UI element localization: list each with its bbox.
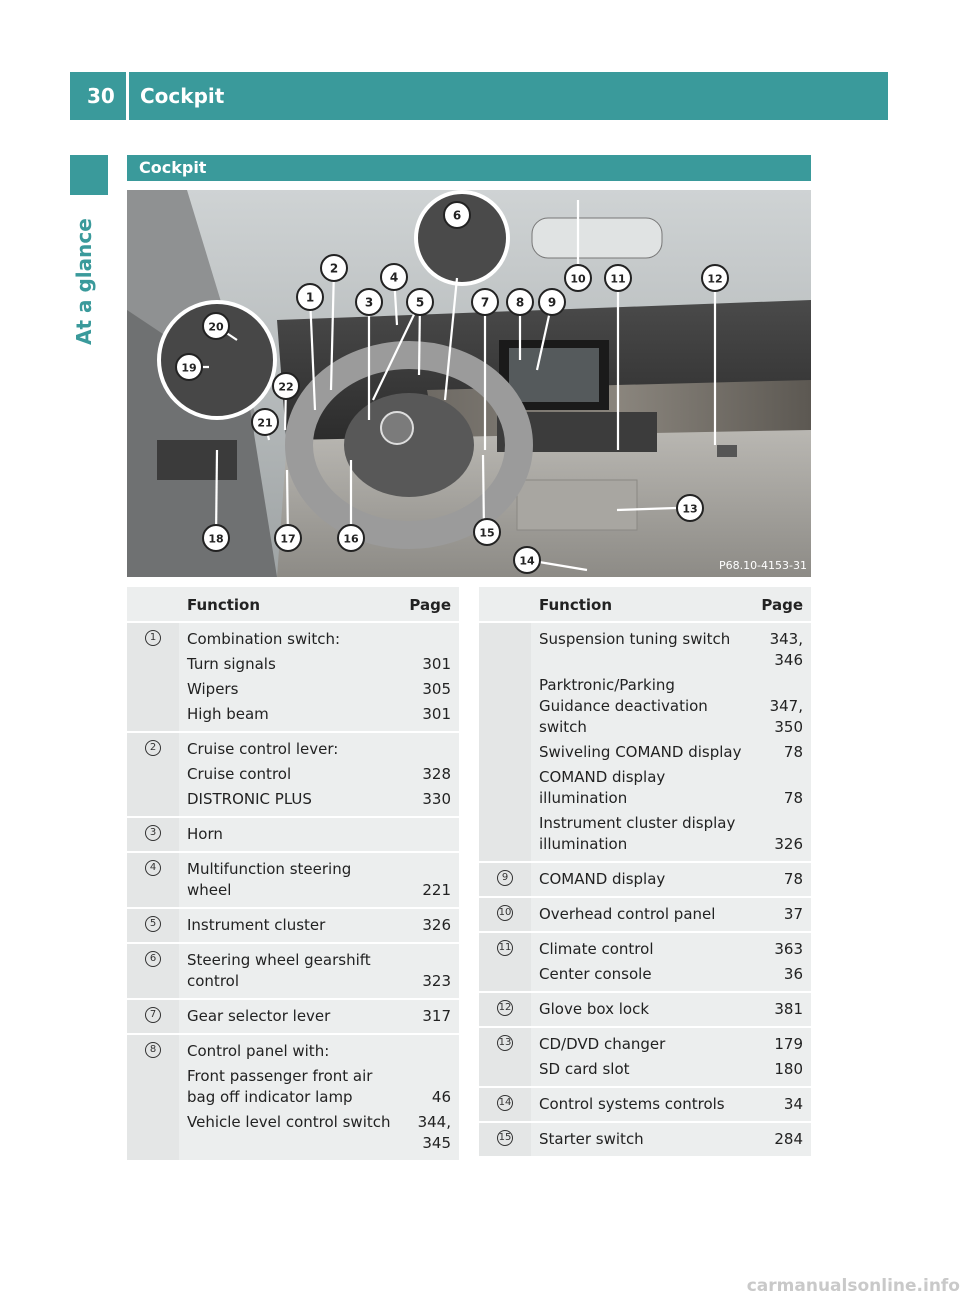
row-content: [179, 944, 459, 998]
table-row: [127, 909, 459, 944]
svg-text:5: 5: [415, 295, 425, 310]
page-reference: 326: [774, 835, 803, 853]
svg-text:19: 19: [181, 361, 197, 375]
function-line: [179, 1041, 459, 1062]
header-page: Page: [761, 596, 803, 614]
table-row: [479, 933, 811, 993]
svg-text:7: 7: [480, 295, 490, 310]
function-line: [179, 629, 459, 650]
item-number-cell: [127, 853, 179, 907]
function-line: [531, 964, 811, 985]
page-reference: 78: [783, 789, 803, 807]
svg-text:20: 20: [208, 320, 224, 334]
function-line: [531, 813, 811, 855]
header-page: Page: [409, 596, 451, 614]
function-name: Control panel with:: [187, 1042, 330, 1060]
callout-11: [605, 265, 631, 291]
callout-4: [381, 264, 407, 290]
function-name: Suspension tuning switch: [539, 630, 731, 648]
callout-10: [565, 265, 591, 291]
svg-text:18: 18: [208, 532, 224, 546]
page-reference: 221: [422, 881, 451, 899]
function-line: [179, 654, 459, 675]
item-number-cell: [479, 863, 531, 896]
row-content: [179, 818, 459, 851]
page-reference: 381: [774, 1000, 803, 1018]
function-name: Starter switch: [539, 1130, 644, 1148]
callout-17: [275, 525, 301, 551]
figure-code: P68.10-4153-31: [718, 559, 807, 572]
function-line: [179, 1112, 459, 1154]
page-reference: 328: [422, 765, 451, 783]
item-number-cell: [127, 909, 179, 942]
page-reference: 301: [422, 655, 451, 673]
function-name: Combination switch:: [187, 630, 341, 648]
page-reference: 78: [783, 743, 803, 761]
function-name: High beam: [187, 705, 269, 723]
function-name: Climate control: [539, 940, 654, 958]
callout-12: [702, 265, 728, 291]
function-name: Gear selector lever: [187, 1007, 331, 1025]
row-content: [531, 863, 811, 896]
svg-text:9: 9: [547, 295, 557, 310]
function-name: COMAND display: [539, 870, 666, 888]
item-number: 12: [497, 1000, 513, 1016]
row-content: [531, 1028, 811, 1086]
function-name: Glove box lock: [539, 1000, 650, 1018]
item-number-cell: [479, 1123, 531, 1156]
svg-text:16: 16: [343, 532, 359, 546]
function-name: Parktronic/Parking Guidance deactivation switch: [539, 676, 708, 736]
row-content: [531, 1088, 811, 1121]
function-line: [531, 767, 811, 809]
row-content: [531, 898, 811, 931]
callout-13: [677, 495, 703, 521]
function-line: [531, 869, 811, 890]
function-line: [179, 704, 459, 725]
table-row: [479, 993, 811, 1028]
item-number-cell: [479, 993, 531, 1026]
function-name: Swiveling COMAND display: [539, 743, 742, 761]
item-number: 10: [497, 905, 513, 921]
callout-18: [203, 525, 229, 551]
function-line: [531, 1059, 811, 1080]
function-line: [531, 999, 811, 1020]
section-title: Cockpit: [127, 155, 811, 181]
row-content: [179, 1035, 459, 1160]
function-name: Front passenger front air bag off indicator lamp: [187, 1067, 373, 1106]
page-reference: 344, 345: [417, 1113, 451, 1152]
function-line: [179, 764, 459, 785]
table-row: [127, 818, 459, 853]
function-line: [531, 939, 811, 960]
item-number-cell: [127, 623, 179, 731]
callout-1: [297, 284, 323, 310]
page-reference: [397, 629, 459, 650]
table-header: [479, 587, 811, 623]
row-content: [531, 1123, 811, 1156]
function-name: Cruise control: [187, 765, 292, 783]
page-reference: 326: [422, 916, 451, 934]
table-row: [479, 1028, 811, 1088]
item-number-cell: [127, 818, 179, 851]
page-header: [70, 72, 888, 120]
function-line: [531, 1094, 811, 1115]
item-number-cell: [479, 898, 531, 931]
svg-text:22: 22: [278, 380, 294, 394]
table-header: [127, 587, 459, 623]
function-line: [179, 789, 459, 810]
page-reference: [397, 824, 459, 845]
item-number: 11: [497, 940, 513, 956]
function-name: Horn: [187, 825, 223, 843]
function-line: [531, 629, 811, 671]
chapter-title: Cockpit: [140, 84, 225, 108]
header-function: Function: [539, 596, 613, 614]
item-number-cell: [479, 933, 531, 991]
table-body-right: [479, 623, 811, 1158]
page-reference: 36: [783, 965, 803, 983]
svg-text:12: 12: [707, 272, 723, 286]
item-number: 8: [145, 1042, 161, 1058]
item-number-cell: [479, 1028, 531, 1086]
function-line: [179, 824, 459, 845]
svg-text:10: 10: [570, 272, 586, 286]
page-reference: 37: [783, 905, 803, 923]
svg-text:1: 1: [305, 290, 315, 305]
table-row: [127, 1000, 459, 1035]
function-line: [179, 1066, 459, 1108]
page-number: 30: [87, 84, 115, 108]
page-reference: 363: [774, 940, 803, 958]
callout-20: [203, 313, 229, 339]
function-line: [531, 1129, 811, 1150]
function-line: [179, 859, 459, 901]
item-number: 15: [497, 1130, 513, 1146]
row-content: [179, 733, 459, 816]
table-row: [127, 733, 459, 818]
svg-text:4: 4: [389, 270, 399, 285]
side-chapter-label: At a glance: [72, 218, 96, 345]
svg-text:15: 15: [479, 526, 495, 540]
function-line: [179, 915, 459, 936]
item-number: 9: [497, 870, 513, 886]
page-reference: 347, 350: [769, 697, 803, 736]
item-number: 13: [497, 1035, 513, 1051]
item-number-cell: [479, 623, 531, 861]
table-row: [479, 1088, 811, 1123]
table-row: [479, 863, 811, 898]
item-number-cell: [127, 944, 179, 998]
page-reference: [397, 1041, 459, 1062]
function-line: [531, 1034, 811, 1055]
function-name: Wipers: [187, 680, 239, 698]
item-number: 5: [145, 916, 161, 932]
function-name: Instrument cluster: [187, 916, 326, 934]
function-name: Center console: [539, 965, 652, 983]
item-number-cell: [127, 733, 179, 816]
row-content: [531, 623, 811, 861]
cockpit-illustration: [127, 190, 811, 577]
function-name: Vehicle level control switch: [187, 1113, 391, 1131]
callout-8: [507, 289, 533, 315]
callout-21: [252, 409, 278, 435]
svg-text:13: 13: [682, 502, 698, 516]
svg-text:14: 14: [519, 554, 535, 568]
svg-text:6: 6: [452, 208, 462, 223]
function-name: Turn signals: [187, 655, 276, 673]
function-line: [179, 679, 459, 700]
table-row: [479, 898, 811, 933]
watermark: carmanualsonline.info: [746, 1276, 960, 1296]
callout-19: [176, 354, 202, 380]
function-name: Control systems controls: [539, 1095, 725, 1113]
item-number: 7: [145, 1007, 161, 1023]
function-name: Multifunction steering wheel: [187, 860, 352, 899]
table-row: [127, 623, 459, 733]
function-line: [531, 742, 811, 763]
function-name: Steering wheel gearshift control: [187, 951, 371, 990]
page-reference: 330: [422, 790, 451, 808]
function-name: Cruise control lever:: [187, 740, 339, 758]
function-line: [179, 950, 459, 992]
function-name: COMAND display illumination: [539, 768, 666, 807]
row-content: [179, 853, 459, 907]
callout-15: [474, 519, 500, 545]
page-reference: 180: [774, 1060, 803, 1078]
header-function: Function: [187, 596, 261, 614]
callout-2: [321, 255, 347, 281]
row-content: [179, 623, 459, 731]
table-row: [479, 623, 811, 863]
page-reference: 179: [774, 1035, 803, 1053]
item-number: 14: [497, 1095, 513, 1111]
item-number: 6: [145, 951, 161, 967]
table-row: [479, 1123, 811, 1158]
page-reference: 34: [783, 1095, 803, 1113]
page-reference: 305: [422, 680, 451, 698]
table-row: [127, 944, 459, 1000]
item-number-cell: [479, 1088, 531, 1121]
item-number: 4: [145, 860, 161, 876]
callout-22: [273, 373, 299, 399]
callout-16: [338, 525, 364, 551]
row-content: [531, 933, 811, 991]
item-number: 1: [145, 630, 161, 646]
svg-text:2: 2: [329, 261, 339, 276]
item-number: 2: [145, 740, 161, 756]
svg-text:21: 21: [257, 416, 273, 430]
cockpit-photo: [127, 190, 811, 577]
function-name: DISTRONIC PLUS: [187, 790, 312, 808]
callout-14: [514, 547, 540, 573]
callout-3: [356, 289, 382, 315]
function-line: [179, 1006, 459, 1027]
function-line: [179, 739, 459, 760]
table-row: [127, 853, 459, 909]
function-line: [531, 904, 811, 925]
row-content: [531, 993, 811, 1026]
callout-5: [407, 289, 433, 315]
svg-text:17: 17: [280, 532, 296, 546]
page-reference: 78: [783, 870, 803, 888]
function-name: CD/DVD changer: [539, 1035, 666, 1053]
svg-text:3: 3: [364, 295, 374, 310]
page-reference: 317: [422, 1007, 451, 1025]
item-number-cell: [127, 1000, 179, 1033]
function-table-right: [479, 587, 811, 1158]
svg-text:11: 11: [610, 272, 626, 286]
row-content: [179, 909, 459, 942]
table-row: [127, 1035, 459, 1162]
page-reference: 301: [422, 705, 451, 723]
page-reference: 323: [422, 972, 451, 990]
table-body-left: [127, 623, 459, 1162]
function-name: SD card slot: [539, 1060, 630, 1078]
item-number: 3: [145, 825, 161, 841]
item-number-cell: [127, 1035, 179, 1160]
function-name: Overhead control panel: [539, 905, 716, 923]
svg-text:8: 8: [515, 295, 525, 310]
page-reference: [397, 739, 459, 760]
function-line: [531, 675, 811, 738]
function-name: Instrument cluster display illumination: [539, 814, 736, 853]
callout-6: [444, 202, 470, 228]
page-reference: 46: [431, 1088, 451, 1106]
side-tab-block: [70, 155, 108, 195]
row-content: [179, 1000, 459, 1033]
callout-9: [539, 289, 565, 315]
function-table-left: [127, 587, 459, 1162]
page-reference: 343, 346: [769, 630, 803, 669]
page-reference: 284: [774, 1130, 803, 1148]
callout-7: [472, 289, 498, 315]
